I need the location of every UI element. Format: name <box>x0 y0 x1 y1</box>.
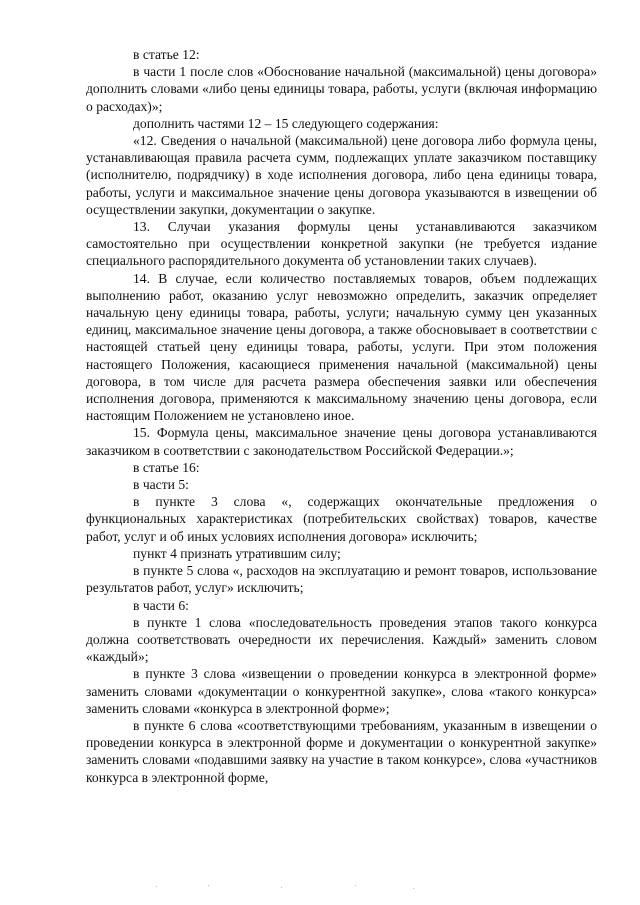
paragraph-point-5-part-5: в пункте 5 слова «, расходов на эксплуатацию и ремонт товаров, использование результатов работ, услуг» исключить; <box>86 563 597 596</box>
paragraph-point-6-part-6: в пункте 6 слова «соответствующими требованиям, указанным в извещении о проведении конкурса в электронной форме и документации о конкурентной закупке» заменить словами «подавшими заявку на участие в таком конкурсе», слова «участников конкурса в электронной форме, <box>86 717 597 785</box>
paragraph-part-15: 15. Формула цены, максимальное значение цены договора устанавливаются заказчиком в соответствии с законодательством Российской Федерации.»; <box>86 425 597 458</box>
document-body <box>86 46 597 786</box>
paragraph-point-1-part-6: в пункте 1 слова «последовательность проведения этапов такого конкурса должна соответствовать очередности их перечисления. Каждый» заменить словом «каждый»; <box>86 614 597 665</box>
paragraph-part-14: 14. В случае, если количество поставляемых товаров, объем подлежащих выполнению работ, оказанию услуг невозможно определить, заказчик определяет начальную цену единицы товара, работы, услуги; начальную сумму цен указанных единиц, максимальное значение цены договора, а также обосновывает в соответствии с настоящей статьей цену единицы товара, работы, услуги. При этом положения настоящего Положения, касающиеся применения начальной (максимальной) цены договора, в том числе для расчета размера обеспечения заявки или обеспечения исполнения договора, применяются к максимальному значению цены договора, если настоящим Положением не установлено иное. <box>86 270 597 424</box>
paragraph-point-3-part-5: в пункте 3 слова «, содержащих окончательные предложения о функциональных характеристиках (потребительских свойствах) товаров, качестве работ, услуг и об иных условиях исполнения договора» исключить; <box>86 494 597 544</box>
paragraph-article-12-heading: в статье 12: <box>133 47 200 62</box>
paragraph-part-1-amendment: в части 1 после слов «Обоснование начальной (максимальной) цены договора» дополнить словами «либо цены единицы товара, работы, услуги (включая информацию о расходах)»; <box>86 64 597 114</box>
paragraph-point-3-part-6: в пункте 3 слова «извещении о проведении конкурса в электронной форме» заменить словами «документации о конкурентной закупке», слова «такого конкурса» заменить словами «конкурса в электронной форме»; <box>86 666 597 716</box>
scan-noise <box>150 884 450 890</box>
paragraph-part-6-heading: в части 6: <box>133 597 189 613</box>
paragraph-part-12: «12. Сведения о начальной (максимальной) цене договора либо формула цены, устанавливающая правила расчета сумм, подлежащих уплате заказчиком поставщику (исполнителю, подрядчику) в ходе исполнения договора, либо цена единицы товара, работы, услуги и максимальное значение цены договора указываются в извещении об осуществлении закупки, документации о закупке. <box>86 133 597 217</box>
paragraph-article-16-heading: в статье 16: <box>133 459 200 475</box>
paragraph-point-4-part-5: пункт 4 признать утратившим силу; <box>133 545 341 561</box>
paragraph-part-5-heading: в части 5: <box>133 477 189 493</box>
paragraph-add-parts-12-15: дополнить частями 12 – 15 следующего содержания: <box>133 115 439 131</box>
paragraph-part-13: 13. Случаи указания формулы цены устанавливаются заказчиком самостоятельно при осуществлении конкретной закупки (не требуется издание специального распорядительного документа об установлении таких случаев). <box>86 219 597 269</box>
